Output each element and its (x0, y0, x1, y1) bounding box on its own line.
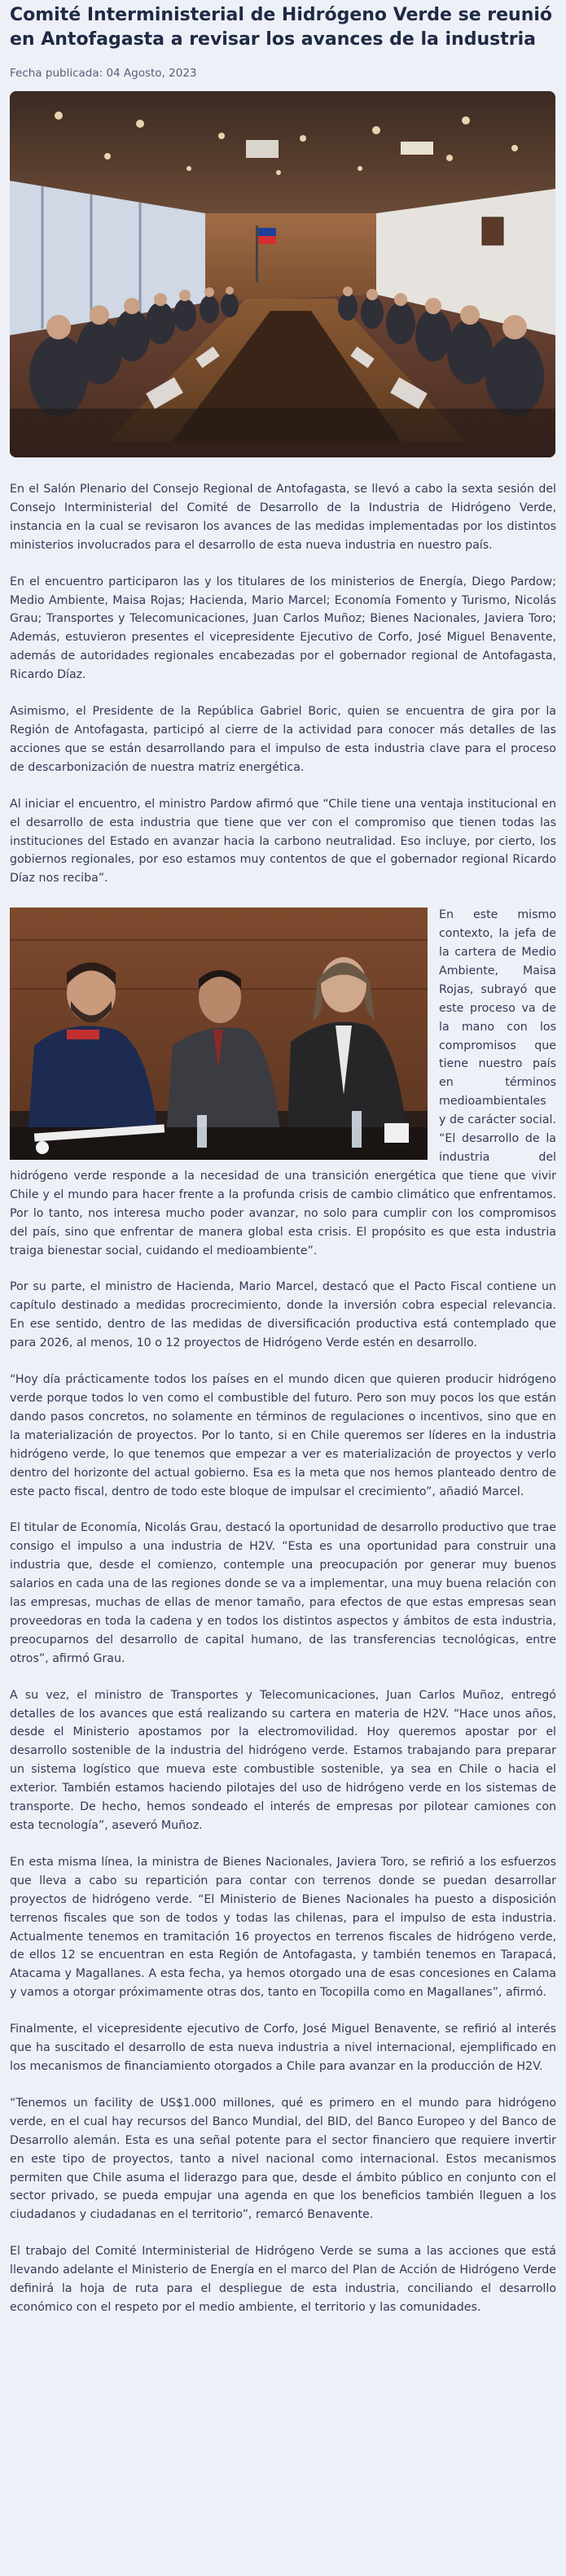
article-title: Comité Interministerial de Hidrógeno Verde se reunió en Antofagasta a revisar los avances de la industria (10, 5, 553, 50)
paragraph: En este mismo contexto, la jefa de la cartera de Medio Ambiente, Maisa Rojas, subrayó que este proceso va de la mano con los compromisos que tiene nuestro país en términos medioambientales y de carácter social. “El desarrollo de la industria del hidrógeno verde responde a la necesidad de una transición energética que tiene que vivir Chile y el mundo para hacer frente a la profunda crisis de cambio climático que enfrentamos. Por lo tanto, nos interesa mucho poder avanzar, no solo para cumplir con los compromisos del país, sino que enfrentar de manera global esta crisis. El propósito es que esta industria traiga bienestar social, cuidando el medioambiente”. (10, 908, 556, 1257)
paragraph: Asimismo, el Presidente de la República Gabriel Boric, quien se encuentra de gira por la Región de Antofagasta, participó al cierre de la actividad para conocer más detalles de las acciones que se están desarrollando para el impulso de esta industria clave para el proceso de descarbonización de nuestra matriz energética. (10, 705, 556, 774)
paragraph: En el Salón Plenario del Consejo Regional de Antofagasta, se llevó a cabo la sexta sesión del Consejo Interministerial del Comité de Desarrollo de la Industria de Hidrógeno Verde, instancia en la cual se revisaron los avances de las medidas implementadas por los distintos ministerios involucrados para el desarrollo de esta nueva industria en nuestro país. (10, 483, 556, 552)
hero-photo-meeting (10, 91, 555, 457)
paragraph: Al iniciar el encuentro, el ministro Pardow afirmó que “Chile tiene una ventaja institucional en el desarrollo de esta industria que tiene que ver con el compromiso que tienen todas las instituciones del Estado en avanzar hacia la carbono neutralidad. Eso incluye, por cierto, los gobiernos regionales, por eso estamos muy contentos de que el gobernador regional Ricardo Díaz nos reciba”. (10, 797, 556, 886)
paragraph: El titular de Economía, Nicolás Grau, destacó la oportunidad de desarrollo productivo que trae consigo el impulso a una industria de H2V. “Esta es una oportunidad para construir una industria que, desde el comienzo, contemple una preocupación por generar muy buenos salarios en cada una de las regiones donde se va a implementar, una muy buena relación con las empresas, muchas de ellas de menor tamaño, para efectos de que estas empresas sean proveedoras en toda la cadena y en todos los distintos aspectos y ámbitos de esta industria, preocuparnos del desarrollo de capital humano, de las transferencias tecnológicas, entre otros”, afirmó Grau. (10, 1521, 556, 1665)
paragraph: Por su parte, el ministro de Hacienda, Mario Marcel, destacó que el Pacto Fiscal contiene un capítulo destinado a medidas procrecimiento, donde la inversión cobra especial relevancia. En ese sentido, dentro de las medidas de diversificación productiva está contemplado que para 2026, al menos, 10 o 12 proyectos de Hidrógeno Verde estén en desarrollo. (10, 1280, 556, 1350)
paragraph: El trabajo del Comité Interministerial de Hidrógeno Verde se suma a las acciones que está llevando adelante el Ministerio de Energía en el marco del Plan de Acción de Hidrógeno Verde definirá la hoja de ruta para el despliegue de esta industria, conciliando el desarrollo económico con el respeto por el medio ambiente, el territorio y las comunidades. (10, 2245, 556, 2314)
publish-date: Fecha publicada: 04 Agosto, 2023 (10, 67, 197, 80)
article-body (10, 480, 556, 2317)
paragraph: A su vez, el ministro de Transportes y Telecomunicaciones, Juan Carlos Muñoz, entregó detalles de los avances que está realizando su cartera en materia de H2V. “Hace unos años, desde el Ministerio apostamos por la electromovilidad. Hoy queremos apostar por el desarrollo sostenible de la industria del hidrógeno verde. Estamos trabajando para preparar un sistema logístico que mueva este combustible sostenible, ya sea en Chile o hacia el exterior. También estamos haciendo pilotajes del uso de hidrógeno verde en los sistemas de transporte. De hecho, hemos sondeado el interés de empresas por pilotear camiones con esta tecnología”, aseveró Muñoz. (10, 1688, 556, 1832)
paragraph: “Hoy día prácticamente todos los países en el mundo dicen que quieren producir hidrógeno verde porque todos lo ven como el combustible del futuro. Pero son muy pocos los que están dando pasos concretos, no solamente en términos de regulaciones o incentivos, sino que en la materialización de proyectos. Por lo tanto, si en Chile queremos ser líderes en la industria hidrógeno verde, lo que tenemos que empezar a ver es materialización de proyectos y verlo dentro del horizonte del actual gobierno. Esa es la meta que nos hemos planteado dentro de este pacto fiscal, dentro de todo este bloque de impulsar el crecimiento”, añadió Marcel. (10, 1373, 556, 1498)
paragraph: En el encuentro participaron las y los titulares de los ministerios de Energía, Diego Pardow; Medio Ambiente, Maisa Rojas; Hacienda, Mario Marcel; Economía Fomento y Turismo, Nicolás Grau; Transportes y Telecomunicaciones, Juan Carlos Muñoz; Bienes Nacionales, Javiera Toro; Además, estuvieron presentes el vicepresidente Ejecutivo de Corfo, José Miguel Benavente, además de autoridades regionales encabezadas por el gobernador regional de Antofagasta, Ricardo Díaz. (10, 575, 556, 682)
paragraph: En esta misma línea, la ministra de Bienes Nacionales, Javiera Toro, se refirió a los esfuerzos que lleva a cabo su repartición para contar con terrenos donde se puedan desarrollar proyectos de hidrógeno verde. “El Ministerio de Bienes Nacionales ha puesto a disposición terrenos fiscales que son de todos y todas las chilenas, para el impulso de esta industria. Actualmente tenemos en tramitación 16 proyectos en terrenos fiscales de hidrógeno verde, de ellos 12 se encuentran en esta Región de Antofagasta, y también tenemos en Tarapacá, Atacama y Magallanes. A esta fecha, ya hemos otorgado una de esas concesiones en Calama y vamos a otorgar próximamente otras dos, tanto en Tocopilla como en Magallanes”, afirmó. (10, 1855, 556, 2000)
ministers-photo (10, 908, 428, 1160)
paragraph: “Tenemos un facility de US$1.000 millones, qué es primero en el mundo para hidrógeno verde, en el cual hay recursos del Banco Mundial, del BID, del Banco Europeo y del Banco de Desarrollo alemán. Esta es una señal potente para el sector financiero que requiere invertir en este tipo de proyectos, tanto a nivel nacional como internacional. Estos mecanismos permiten que Chile asuma el liderazgo para que, desde el ámbito público en conjunto con el sector privado, se pueda empujar una agenda en que los beneficios también lleguen a los ciudadanos y ciudadanas en el territorio”, remarcó Benavente. (10, 2096, 556, 2222)
paragraph: Finalmente, el vicepresidente ejecutivo de Corfo, José Miguel Benavente, se refirió al interés que ha suscitado el desarrollo de esta nueva industria a nivel internacional, ejemplificado en los mecanismos de financiamiento otorgados a Chile para avanzar en la producción de H2V. (10, 2023, 556, 2073)
